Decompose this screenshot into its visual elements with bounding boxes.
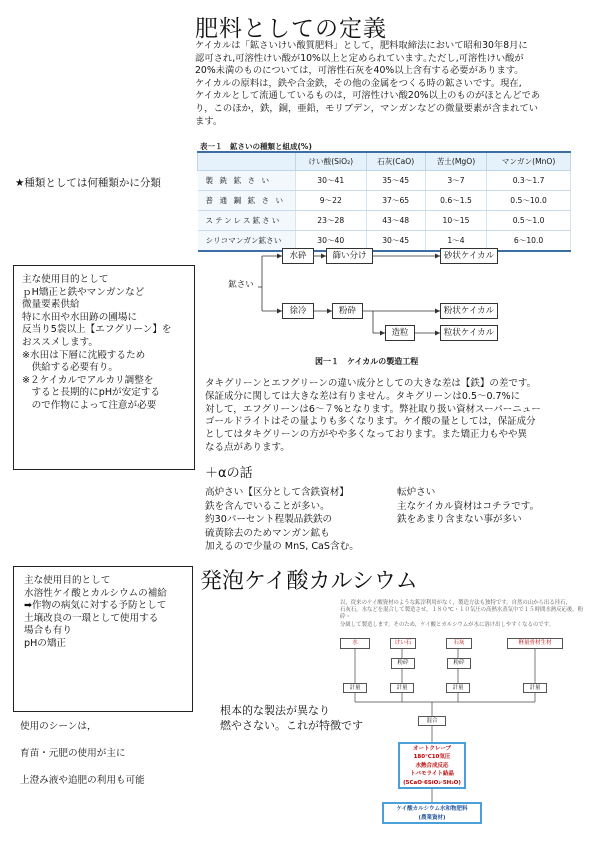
autoclave-line: オートクレーブ bbox=[412, 746, 452, 752]
box-line: 主な使用目的として bbox=[24, 575, 111, 586]
table-cell: 0.6〜1.5 bbox=[425, 191, 486, 211]
flow2-weigh-2: 計量 bbox=[390, 683, 414, 693]
intro-line: 20%未満のものについては，可溶性石灰を40%以上含有する必要があります。 bbox=[195, 65, 524, 77]
flow2-crush-1: 粉砕 bbox=[391, 658, 415, 669]
table-cell: 9〜22 bbox=[296, 191, 367, 211]
box-line: 場合も有り bbox=[24, 625, 72, 637]
table-cell: 23〜28 bbox=[296, 211, 367, 231]
flow2-silica: けい石 bbox=[390, 638, 416, 649]
alpha-line: 高炉さい【区分として含鉄資材】 bbox=[205, 487, 349, 498]
box-line: 土壌改良の一環として使用する bbox=[24, 612, 159, 624]
alpha-line: 転炉さい bbox=[397, 487, 436, 498]
flow1-water-granulation: 水砕 bbox=[282, 248, 314, 264]
autoclave-line: 180℃10気圧 bbox=[413, 754, 451, 761]
table-header: 石灰(CaO) bbox=[366, 152, 425, 171]
box-line: 供給する必要有り。 bbox=[22, 362, 118, 374]
alpha-line: 鉄をあまり含まない事が多い bbox=[397, 514, 522, 526]
table-cell: ステンレス鉱さい bbox=[198, 211, 296, 231]
alpha-line: 鉄を含んでいることが多い。 bbox=[205, 500, 330, 512]
para-line: なる点があります。 bbox=[205, 441, 290, 453]
intro-line: ケイカルの原料は，鉄や合金鉄，その他の金属をつくる時の鉱さいです。現在, bbox=[195, 77, 522, 89]
table-cell: 0.5〜10.0 bbox=[487, 191, 571, 211]
box-line: 微量要素供給 bbox=[22, 299, 80, 311]
table-cell: 43〜48 bbox=[366, 211, 425, 231]
autoclave-line: 水熱合成反応 bbox=[415, 762, 449, 769]
flow2-product bbox=[382, 802, 482, 824]
scene-line: 使用のシーンは， bbox=[20, 721, 97, 732]
table-cell: 30〜45 bbox=[366, 231, 425, 252]
box-line: ｐH矯正と鉄やマンガンなど bbox=[22, 286, 145, 298]
table-cell: 30〜41 bbox=[296, 171, 367, 191]
intro-line: ケイカルは「鉱さいけい酸質肥料」として，肥料取締法において昭和30年8月に bbox=[195, 40, 528, 51]
flow1-start: 鉱さい bbox=[224, 278, 258, 295]
autoclave-line: トバモライト結晶 bbox=[410, 771, 454, 778]
alpha-line: 硫黄除去のためマンガン鉱も bbox=[205, 527, 330, 539]
table-caption: 表一１ 鉱さいの種類と組成(%) bbox=[200, 142, 312, 151]
flow2-lime: 石灰 bbox=[446, 638, 472, 649]
box-line: 反当り5袋以上【エフグリーン】を bbox=[22, 324, 172, 336]
box-line: ➡作物の病気に対する予防として bbox=[24, 600, 167, 612]
intro-line: り，このほか，鉄，銅，亜鉛，モリブデン，マンガンなどの微量要素が含まれてい bbox=[195, 102, 539, 114]
fine-line: 石灰石，水などを混合して製造させ，１８０℃・１０気圧の高熱水蒸気中で１５時間水熱反応後，粉砕・ bbox=[340, 607, 584, 621]
para-line: ゴールドライトはその量よりも多くなります。ケイ酸の量としては，保証成分 bbox=[205, 416, 536, 428]
product-line: ケイ酸カルシウム水和物肥料 bbox=[396, 806, 468, 812]
flow1-sieving: 篩い分け bbox=[326, 248, 373, 264]
alpha-line: 主なケイカル資材はコチラです。 bbox=[397, 500, 540, 512]
table-header: マンガン(MnO) bbox=[487, 152, 571, 171]
para-line: 保証成分に関しては大きな差は有りません。タキグリーンは0.5〜0.7%に bbox=[205, 390, 521, 402]
table-header: 苦土(MgO) bbox=[425, 152, 486, 171]
product-line: (農業資材) bbox=[418, 815, 446, 821]
box-line: ※２ケイカルでアルカリ調整を bbox=[22, 374, 154, 386]
section2-title: 発泡ケイ酸カルシウム bbox=[200, 569, 418, 594]
table-cell: 0.5〜1.0 bbox=[487, 211, 571, 231]
box-line: 水溶性ケイ酸とカルシウムの補給 bbox=[24, 587, 167, 599]
table-cell: シリコマンガン鉱さい bbox=[198, 231, 296, 252]
scene-line: 育苗・元肥の使用が主に bbox=[20, 748, 126, 759]
flow1-powder-keikaru: 粉状ケイカル bbox=[440, 303, 498, 319]
flow2-crush-2: 粉砕 bbox=[447, 658, 471, 669]
fine-line: 分級して製造します。そのため，ケイ酸とカルシウムが水に溶け出しやすくなるのです。 bbox=[340, 621, 554, 628]
para-line: 対して，エフグリーンは6〜７%となります。弊社取り扱い資材スーパーニュー bbox=[205, 403, 541, 415]
table-cell: 0.3〜1.7 bbox=[487, 171, 571, 191]
table-cell: 普 通 鋼 鉱 さ い bbox=[198, 191, 296, 211]
intro-line: 認可され,可溶性けい酸が10%以上と定められています｡ただし,可溶性けい酸が bbox=[195, 52, 524, 64]
box-line: ので作物によって注意が必要 bbox=[22, 399, 157, 411]
alpha-line: 約30パーセント程製品鉄鉄の bbox=[205, 514, 333, 526]
table-cell: 3〜7 bbox=[425, 171, 486, 191]
section1-title: 肥料としての定義 bbox=[195, 16, 387, 42]
box-line: 特に水田や水田跡の圃場に bbox=[22, 311, 138, 323]
para-line: としてはタキグリーンの方がやや多くなっております。また矯正力もやや異 bbox=[205, 429, 528, 441]
note-line: 根本的な製法が異なり bbox=[220, 704, 330, 717]
table-cell: 6〜10.0 bbox=[487, 231, 571, 252]
table-cell: 製 銑 鉱 さ い bbox=[198, 171, 296, 191]
flow1-granular-keikaru: 粒状ケイカル bbox=[440, 325, 498, 341]
scene-line: 上澄み液や追肥の利用も可能 bbox=[20, 775, 145, 786]
flow1-granulation: 造粒 bbox=[385, 325, 415, 341]
box-line: すると長期的にpHが安定する bbox=[22, 387, 161, 399]
box-line: おススメします。 bbox=[22, 336, 98, 348]
table-cell: 37〜65 bbox=[366, 191, 425, 211]
alpha-heading: ＋αの話 bbox=[205, 466, 253, 481]
flow2-weigh-4: 計量 bbox=[523, 683, 547, 693]
intro-line: ケイカルとして流通しているものは，可溶性けい酸20%以上のものがほとんどであ bbox=[195, 90, 541, 102]
intro-line: ます。 bbox=[195, 115, 223, 127]
box-line: pHの矯正 bbox=[24, 637, 67, 649]
para-line: タキグリーンとエフグリーンの違い成分としての大きな差は【鉄】の差です。 bbox=[205, 378, 537, 389]
flow2-mix: 混合 bbox=[418, 716, 446, 726]
flow1-sand-keikaru: 砂状ケイカル bbox=[440, 248, 498, 264]
figure1-caption: 図一１ ケイカルの製造工程 bbox=[315, 357, 419, 366]
flow2-weigh-1: 計量 bbox=[343, 683, 367, 693]
flow1-crushing: 粉砕 bbox=[332, 303, 363, 319]
classification-note: ★種類としては何種類かに分類 bbox=[15, 177, 161, 189]
table-cell: 1〜4 bbox=[425, 231, 486, 252]
table-cell: 30〜40 bbox=[296, 231, 367, 252]
flow1-slow-cooling: 徐冷 bbox=[282, 303, 314, 319]
flow2-water: 水 bbox=[340, 638, 370, 649]
table-cell: 35〜45 bbox=[366, 171, 425, 191]
autoclave-line: (5CaO·6SiO₂·5H₂O) bbox=[403, 779, 461, 786]
flow2-aggregate: 軽量骨材生材 bbox=[507, 638, 563, 649]
note-line: 燃やさない。これが特徴です bbox=[220, 719, 363, 732]
flow2-autoclave bbox=[398, 742, 466, 789]
box-line: 主な使用目的として bbox=[22, 274, 109, 285]
box-line: ※水田は下層に沈殿するため bbox=[22, 349, 146, 361]
fine-line: 以，従来のケイ酸資材のような鉱滓利用がなく，製造方法も独特です。自然の山から出る珪石， bbox=[340, 600, 571, 606]
alpha-line: 加えるので少量の MnS, CaS含む。 bbox=[205, 541, 359, 553]
table-header: けい酸(SiO₂) bbox=[296, 152, 367, 171]
flow2-weigh-3: 計量 bbox=[446, 683, 470, 693]
table-cell: 10〜15 bbox=[425, 211, 486, 231]
